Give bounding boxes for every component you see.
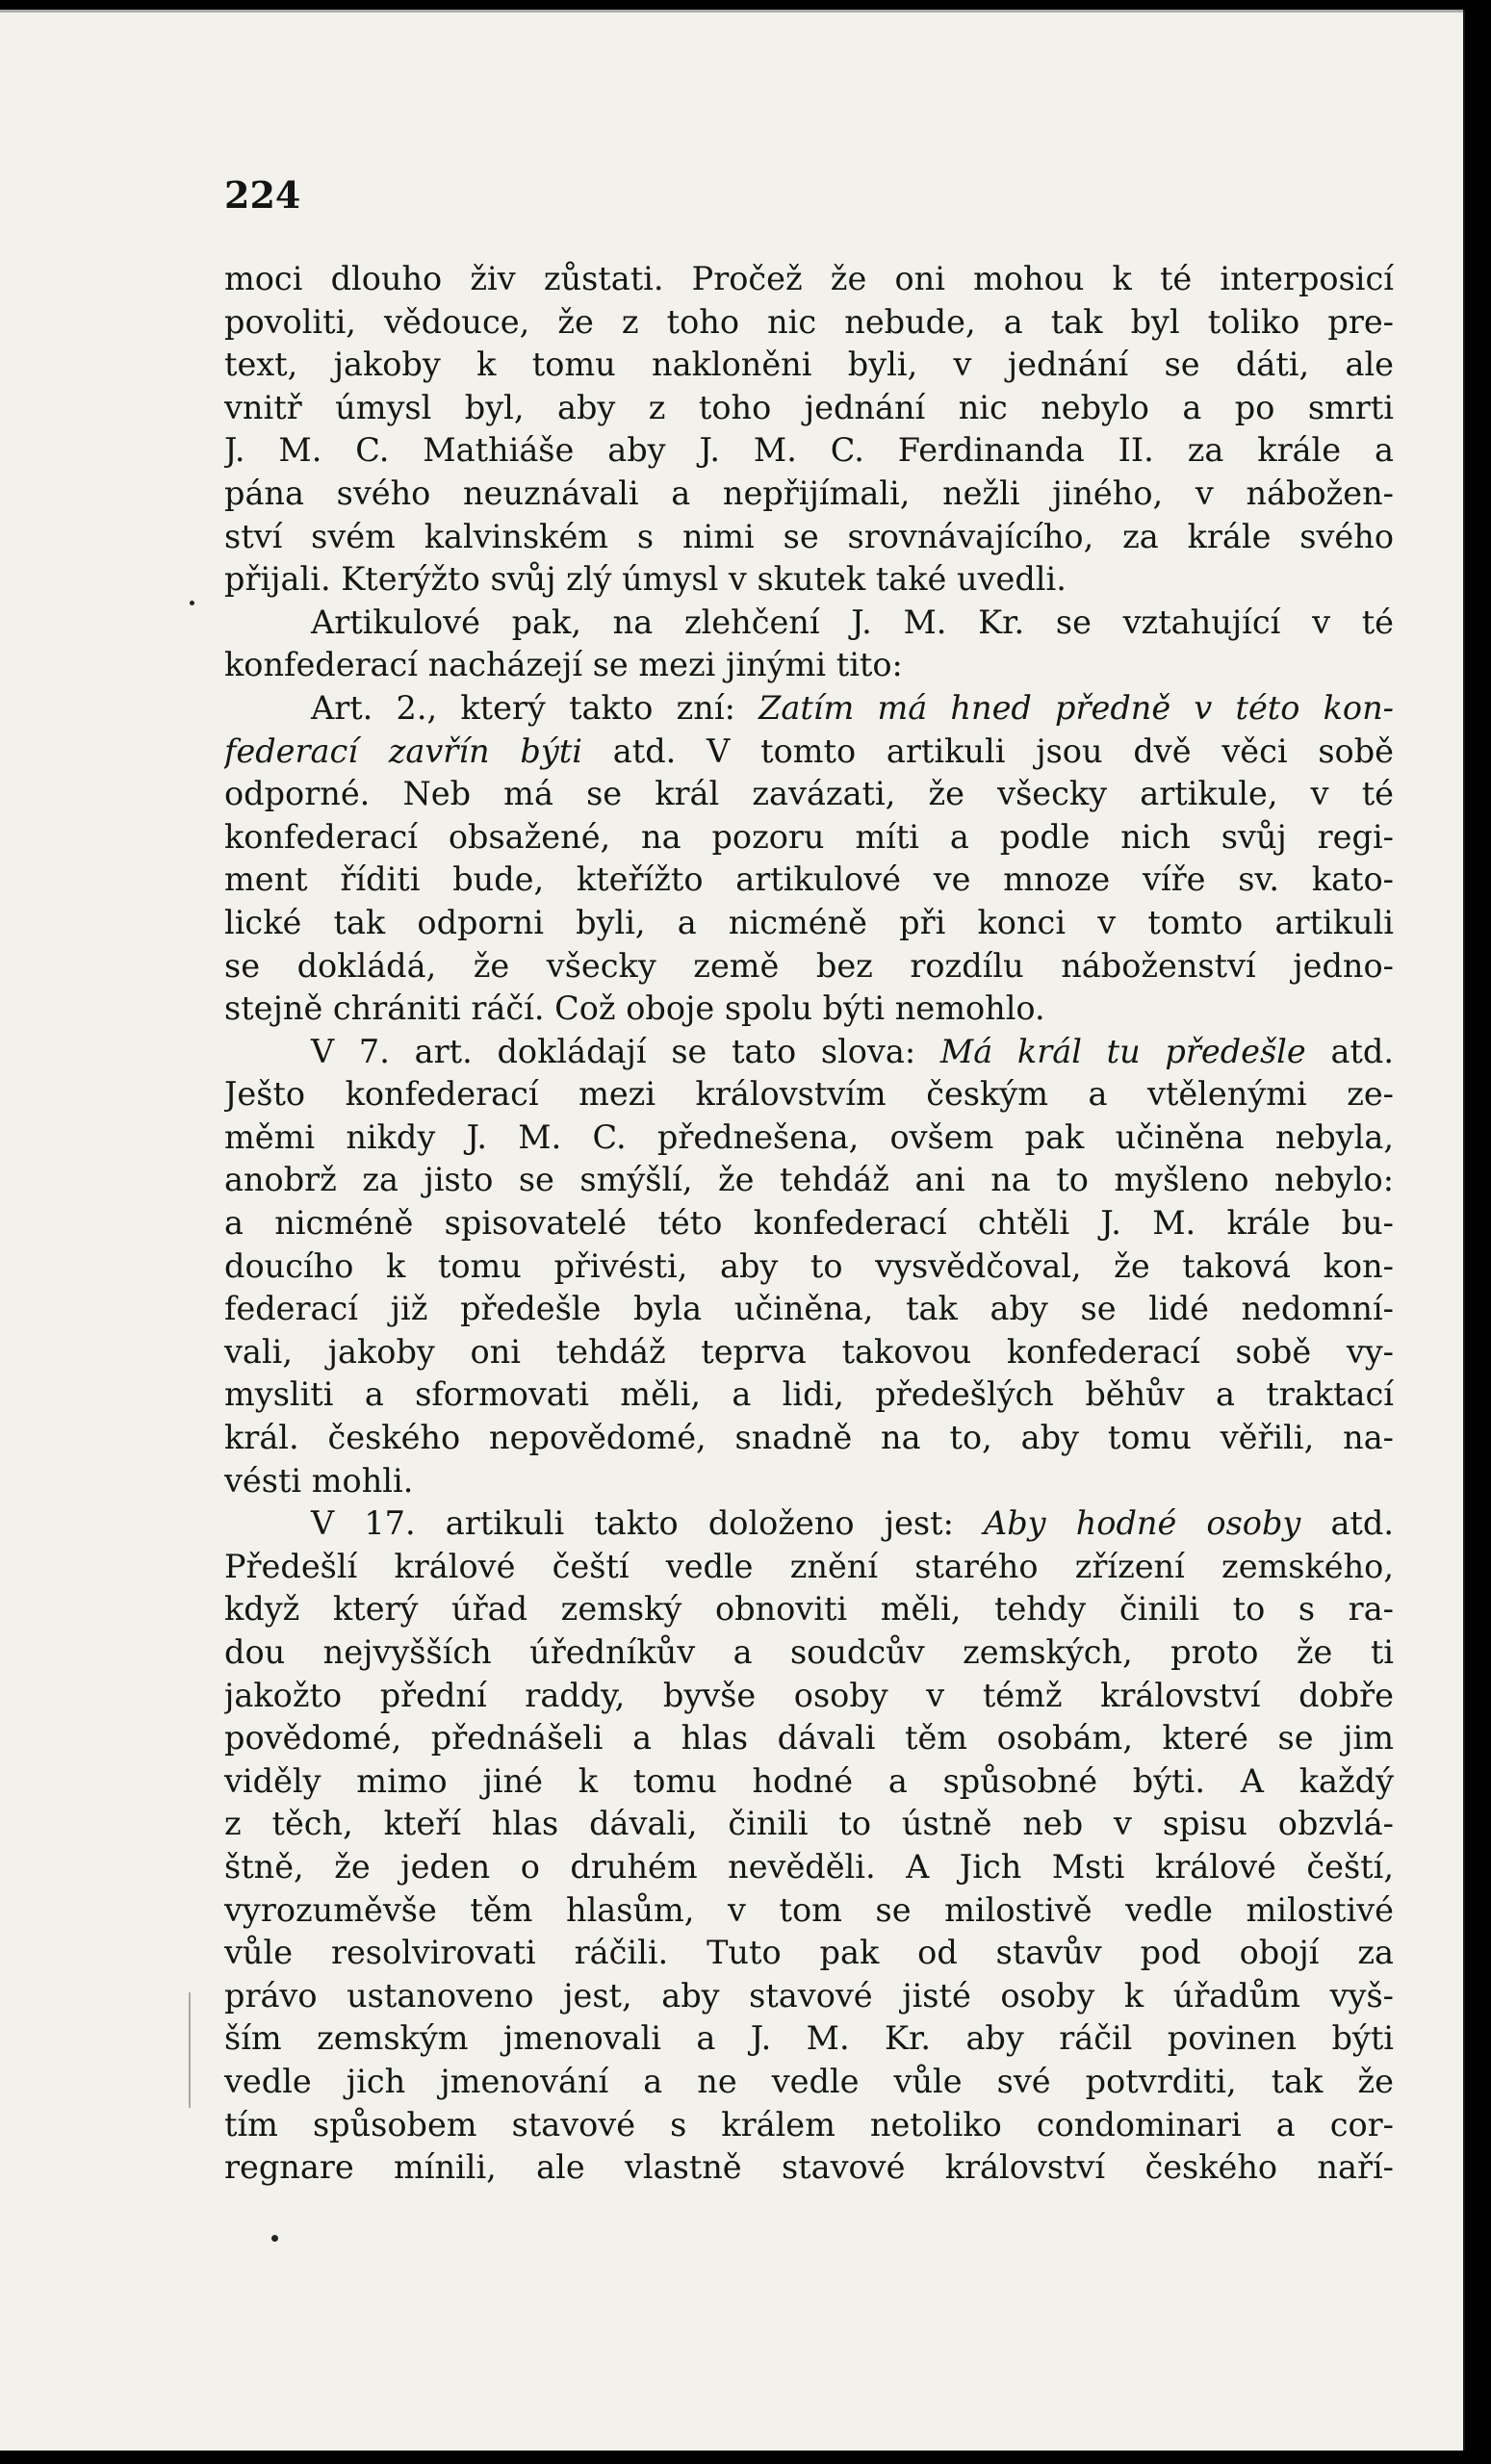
text-line (224, 1932, 1394, 1975)
text-segment: povědomé, přednášeli a hlas dávali těm osobám, které se jim (224, 1719, 1394, 1758)
text-line (224, 258, 1394, 301)
text-line (224, 1631, 1394, 1675)
text-segment: právo ustanoveno jest, aby stavové jisté osoby k úřadům vyš- (224, 1976, 1394, 2015)
text-segment: doucího k tomu přivésti, aby to vysvědčoval, že taková kon- (224, 1246, 1394, 1285)
text-line (224, 2017, 1394, 2061)
text-line (224, 558, 1394, 602)
text-segment: atd. (1300, 1504, 1394, 1543)
text-line (224, 1159, 1394, 1202)
body-text (224, 258, 1394, 2190)
text-line (224, 902, 1394, 945)
text-line (224, 1975, 1394, 2018)
text-segment: regnare mínili, ale vlastně stavové království českého naří- (224, 2148, 1394, 2187)
text-line (224, 1588, 1394, 1631)
text-line (224, 945, 1394, 988)
text-line (224, 1803, 1394, 1846)
text-segment: štně, že jeden o druhém nevěděli. A Jich Msti králové čeští, (224, 1847, 1394, 1886)
text-segment: text, jakoby k tomu nakloněni byli, v jednání se dáti, ale (224, 346, 1394, 384)
text-segment: měmi nikdy J. M. C. přednešena, ovšem pak učiněna nebyla, (224, 1117, 1394, 1156)
text-segment: J. M. C. Mathiáše aby J. M. C. Ferdinanda II. za krále a (224, 431, 1394, 470)
text-segment: V 7. art. dokládají se tato slova: (311, 1032, 940, 1070)
text-line (224, 1073, 1394, 1116)
text-segment: odporné. Neb má se král zavázati, že všecky artikule, v té (224, 775, 1394, 813)
italic-text-segment: Aby hodné osoby (984, 1504, 1301, 1543)
text-segment: se dokládá, že všecky země bez rozdílu náboženství jedno- (224, 946, 1394, 985)
text-segment: federací již předešle byla učiněna, tak aby se lidé nedomní- (224, 1290, 1394, 1328)
text-segment: pána svého neuznávali a nepřijímali, nežli jiného, v nábožen- (224, 474, 1394, 512)
text-segment: z těch, kteří hlas dávali, činili to ústně neb v spisu obzvlá- (224, 1805, 1394, 1843)
text-line (224, 1675, 1394, 1718)
text-line (224, 2061, 1394, 2104)
text-line (224, 429, 1394, 473)
text-segment: Art. 2., který takto zní: (311, 688, 759, 727)
text-segment: vedle jich jmenování a ne vedle vůle své potvrditi, tak že (224, 2062, 1394, 2100)
text-line (224, 731, 1394, 774)
text-line (224, 1502, 1394, 1546)
ink-speck (190, 601, 194, 605)
text-segment: tím spůsobem stavové s králem netoliko condominari a cor- (224, 2105, 1394, 2143)
text-line (224, 602, 1394, 645)
text-segment: moci dlouho živ zůstati. Pročež že oni mohou k té interposicí (224, 260, 1394, 297)
text-segment: vnitř úmysl byl, aby z toho jednání nic nebylo a po smrti (224, 388, 1394, 426)
text-segment: V 17. artikuli takto doloženo jest: (311, 1504, 984, 1543)
text-segment: vůle resolvirovati ráčili. Tuto pak od stavův pod obojí za (224, 1934, 1394, 1972)
ink-speck (271, 2235, 278, 2242)
text-segment: anobrž za jisto se smýšlí, že tehdáž ani na to myšleno nebylo: (224, 1161, 1394, 1199)
text-line (224, 1846, 1394, 1889)
text-segment: a nicméně spisovatelé této konfederací chtěli J. M. krále bu- (224, 1204, 1394, 1243)
page-number: 224 (224, 173, 301, 217)
text-segment: Ješto konfederací mezi královstvím českým a vtělenými ze- (224, 1075, 1394, 1114)
text-line (224, 387, 1394, 430)
text-segment: ství svém kalvinském s nimi se srovnávajícího, za krále svého (224, 517, 1394, 555)
text-segment: konfederací nacházejí se mezi jinými tito: (224, 646, 903, 684)
text-segment: povoliti, vědouce, že z toho nic nebude, a tak byl toliko pre- (224, 302, 1394, 341)
text-segment: vyrozuměvše těm hlasům, v tom se milostivě vedle milostivé (224, 1890, 1394, 1929)
text-line (224, 1373, 1394, 1417)
text-line (224, 1417, 1394, 1460)
text-segment: vésti mohli. (224, 1461, 414, 1500)
text-segment: viděly mimo jiné k tomu hodné a spůsobné býti. A každý (224, 1761, 1394, 1800)
text-segment: jakožto přední raddy, byvše osoby v témž království dobře (224, 1676, 1394, 1714)
text-line (224, 344, 1394, 387)
text-line (224, 301, 1394, 345)
text-line (224, 1202, 1394, 1245)
text-line (224, 1245, 1394, 1289)
text-segment: vali, jakoby oni tehdáž teprva takovou konfederací sobě vy- (224, 1332, 1394, 1371)
text-line (224, 816, 1394, 860)
text-segment: atd. (1305, 1032, 1394, 1070)
text-line (224, 2146, 1394, 2190)
text-segment: Předešlí králové čeští vedle znění starého zřízení zemského, (224, 1547, 1394, 1585)
text-segment: když který úřad zemský obnoviti měli, tehdy činili to s ra- (224, 1590, 1394, 1629)
book-page (0, 10, 1465, 2451)
text-segment: stejně chrániti ráčí. Což oboje spolu býti nemohlo. (224, 989, 1045, 1028)
text-line (224, 773, 1394, 816)
text-segment: atd. V tomto artikuli jsou dvě věci sobě (581, 732, 1394, 770)
text-line (224, 1546, 1394, 1589)
italic-text-segment: federací zavřín býti (224, 732, 582, 770)
text-line (224, 1460, 1394, 1503)
page-top-edge (0, 10, 1463, 13)
text-line (224, 687, 1394, 731)
text-line (224, 1331, 1394, 1374)
italic-text-segment: Zatím má hned předně v této kon- (758, 688, 1394, 727)
text-segment: ment říditi bude, kteřížto artikulové ve mnoze víře sv. kato- (224, 860, 1394, 899)
margin-mark (189, 1992, 191, 2108)
text-line (224, 988, 1394, 1031)
text-segment: přijali. Kterýžto svůj zlý úmysl v skutek také uvedli. (224, 560, 1067, 599)
text-line (224, 2104, 1394, 2147)
text-line (224, 473, 1394, 516)
text-segment: král. českého nepovědomé, snadně na to, aby tomu věřili, na- (224, 1419, 1394, 1457)
text-segment: ším zemským jmenovali a J. M. Kr. aby ráčil povinen býti (224, 2019, 1394, 2058)
text-segment: dou nejvyšších úředníkův a soudcův zemských, proto že ti (224, 1633, 1394, 1671)
text-segment: konfederací obsažené, na pozoru míti a podle nich svůj regi- (224, 817, 1394, 856)
text-line (224, 1288, 1394, 1331)
text-line (224, 1116, 1394, 1160)
text-segment: Artikulové pak, na zlehčení J. M. Kr. se vztahující v té (311, 603, 1394, 641)
text-line (224, 1717, 1394, 1760)
text-segment: mysliti a sformovati měli, a lidi, předešlých běhův a traktací (224, 1375, 1394, 1414)
text-segment: lické tak odporni byli, a nicméně při konci v tomto artikuli (224, 903, 1394, 941)
text-line (224, 1889, 1394, 1933)
text-line (224, 644, 1394, 687)
text-line (224, 1031, 1394, 1074)
text-line (224, 859, 1394, 902)
italic-text-segment: Má král tu předešle (939, 1032, 1306, 1070)
text-line (224, 1760, 1394, 1804)
text-line (224, 516, 1394, 559)
